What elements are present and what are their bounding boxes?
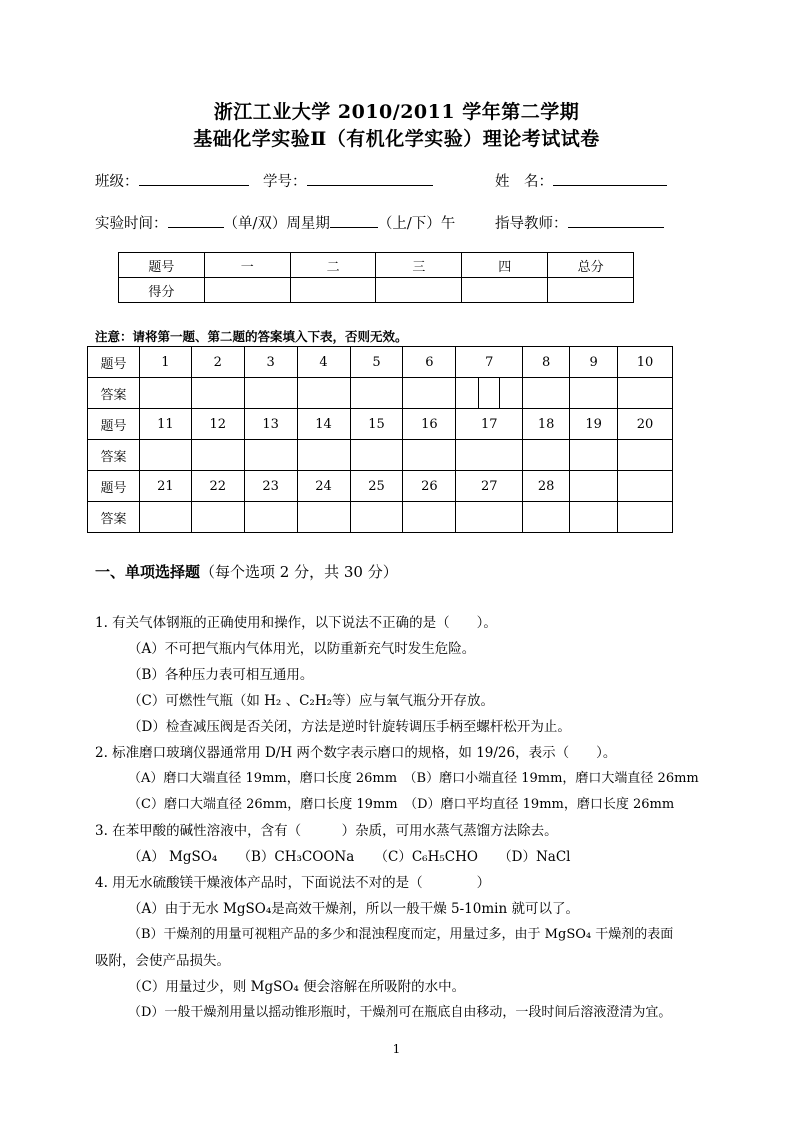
answer-cell[interactable]: [618, 502, 673, 533]
class-field: [95, 170, 249, 191]
score-cell[interactable]: [290, 278, 376, 303]
question-1-option-b: （B）各种压力表可相互通用。: [128, 667, 314, 683]
answer-cell[interactable]: [350, 378, 403, 409]
q-number-cell: 9: [570, 347, 618, 378]
answer-cell[interactable]: [618, 440, 673, 471]
student-id-label: 学号：: [263, 174, 307, 190]
answer-cell[interactable]: [297, 502, 350, 533]
section-heading: [95, 561, 398, 582]
answer-notice: 注意：请将第一题、第二题的答案填入下表，否则无效。: [95, 329, 408, 344]
q-number-cell: 21: [139, 471, 191, 502]
q-label-cell: 题号: [88, 409, 140, 440]
answer-row: [88, 502, 673, 533]
q-number-cell: 27: [456, 471, 523, 502]
q-number-cell: 4: [297, 347, 350, 378]
answer-cell[interactable]: [297, 440, 350, 471]
answer-cell[interactable]: [570, 502, 618, 533]
answer-row: [88, 378, 673, 409]
student-id-blank[interactable]: [307, 171, 433, 186]
answer-cell[interactable]: [570, 378, 618, 409]
student-id-field: [263, 170, 433, 191]
question-1-option-c: （C）可燃性气瓶（如 H₂ 、C₂H₂等）应与氧气瓶分开存放。: [128, 693, 495, 709]
q-number-cell: 18: [523, 409, 570, 440]
answer-cell[interactable]: [523, 440, 570, 471]
class-label: 班级：: [95, 174, 139, 190]
question-1-stem: 1. 有关气体钢瓶的正确使用和操作，以下说法不正确的是（ ）。: [95, 615, 497, 631]
name-label: 姓 名：: [495, 174, 553, 190]
score-header-cell: 三: [376, 253, 462, 278]
q-number-cell: 15: [350, 409, 403, 440]
question-number-row: [88, 471, 673, 502]
score-cell[interactable]: [462, 278, 548, 303]
score-cell[interactable]: [204, 278, 290, 303]
answer-cell[interactable]: [456, 440, 523, 471]
q-number-cell: 11: [139, 409, 191, 440]
q-number-cell: 26: [403, 471, 456, 502]
teacher-blank[interactable]: [568, 213, 664, 228]
score-header-cell: 四: [462, 253, 548, 278]
q-number-cell: 20: [618, 409, 673, 440]
question-3-stem: 3. 在苯甲酸的碱性溶液中，含有（ ）杂质，可用水蒸气蒸馏方法除去。: [95, 823, 558, 839]
q-number-cell: 1: [139, 347, 191, 378]
score-header-cell: 总分: [548, 253, 634, 278]
answer-cell[interactable]: [570, 440, 618, 471]
q-number-cell: 13: [244, 409, 297, 440]
cell-divider: [478, 378, 500, 408]
answer-cell[interactable]: [523, 378, 570, 409]
answer-cell[interactable]: [297, 378, 350, 409]
teacher-field: [495, 212, 664, 233]
q-number-cell: [618, 471, 673, 502]
answer-cell[interactable]: [139, 502, 191, 533]
question-number-row: [88, 347, 673, 378]
name-blank[interactable]: [553, 171, 667, 186]
question-4-option-b-continued: 吸附，会使产品损失。: [95, 953, 230, 969]
weekday-blank[interactable]: [330, 213, 378, 228]
question-number-row: [88, 409, 673, 440]
q-number-cell: [570, 471, 618, 502]
week-type-blank[interactable]: [168, 213, 224, 228]
a-label-cell: 答案: [88, 378, 140, 409]
answer-cell[interactable]: [456, 502, 523, 533]
page-number: 1: [392, 1042, 401, 1056]
class-blank[interactable]: [139, 171, 249, 186]
q-number-cell: 3: [244, 347, 297, 378]
q-number-cell: 19: [570, 409, 618, 440]
question-3-options: （A） MgSO₄ （B）CH₃COONa （C）C₆H₅CHO （D）NaCl: [128, 849, 571, 865]
question-2-options-ab: （A）磨口大端直径 19mm，磨口长度 26mm （B）磨口小端直径 19mm，磨口大端直径 26mm: [128, 771, 699, 786]
answer-cell[interactable]: [244, 502, 297, 533]
answer-cell[interactable]: [350, 440, 403, 471]
answer-row: [88, 440, 673, 471]
q-number-cell: 10: [618, 347, 673, 378]
question-4-option-a: （A）由于无水 MgSO₄是高效干燥剂，所以一般干燥 5-10min 就可以了。: [128, 901, 579, 917]
answer-cell[interactable]: [403, 502, 456, 533]
time-label: 实验时间：: [95, 216, 168, 232]
a-label-cell: 答案: [88, 440, 140, 471]
question-1-option-d: （D）检查减压阀是否关闭，方法是逆时针旋转调压手柄至螺杆松开为止。: [128, 719, 571, 735]
answer-cell[interactable]: [456, 378, 523, 409]
q-label-cell: 题号: [88, 471, 140, 502]
answer-cell[interactable]: [350, 502, 403, 533]
answer-cell[interactable]: [523, 502, 570, 533]
answer-cell[interactable]: [244, 378, 297, 409]
question-1-option-a: （A）不可把气瓶内气体用光，以防重新充气时发生危险。: [128, 641, 476, 657]
score-header-cell: 一: [204, 253, 290, 278]
q-number-cell: 17: [456, 409, 523, 440]
score-row-label: 得分: [119, 278, 205, 303]
score-value-row: [119, 278, 634, 303]
answer-cell[interactable]: [139, 440, 191, 471]
q-number-cell: 22: [191, 471, 244, 502]
answer-table: [87, 346, 673, 533]
q-number-cell: 25: [350, 471, 403, 502]
answer-cell[interactable]: [191, 378, 244, 409]
question-4-stem: 4. 用无水硫酸镁干燥液体产品时，下面说法不对的是（ ）: [95, 875, 491, 891]
answer-cell[interactable]: [191, 440, 244, 471]
answer-cell[interactable]: [139, 378, 191, 409]
score-table: [118, 252, 634, 303]
name-field: [495, 170, 667, 191]
q-number-cell: 14: [297, 409, 350, 440]
q-number-cell: 6: [403, 347, 456, 378]
question-2-options-cd: （C）磨口大端直径 26mm，磨口长度 19mm （D）磨口平均直径 19mm，磨口长度 26mm: [128, 797, 675, 812]
question-2-stem: 2. 标准磨口玻璃仪器通常用 D/H 两个数字表示磨口的规格，如 19/26，表示（ ）。: [95, 745, 617, 761]
teacher-label: 指导教师：: [495, 216, 568, 232]
answer-cell[interactable]: [618, 378, 673, 409]
score-cell[interactable]: [376, 278, 462, 303]
exam-title-line1: 浙江工业大学 2010/2011 学年第二学期: [213, 101, 580, 123]
score-cell[interactable]: [548, 278, 634, 303]
section-note: （每个选项 2 分，共 30 分）: [200, 563, 398, 581]
q-number-cell: 23: [244, 471, 297, 502]
question-4-option-c: （C）用量过少，则 MgSO₄ 便会溶解在所吸附的水中。: [128, 979, 466, 995]
am-pm-label: （上/下）午: [377, 216, 456, 232]
answer-cell[interactable]: [191, 502, 244, 533]
answer-cell[interactable]: [244, 440, 297, 471]
exam-title-line2: 基础化学实验Ⅱ（有机化学实验）理论考试试卷: [193, 128, 600, 150]
q-number-cell: 28: [523, 471, 570, 502]
experiment-time-field: [95, 212, 455, 233]
q-number-cell: 2: [191, 347, 244, 378]
q-number-cell: 7: [456, 347, 523, 378]
score-header-row: [119, 253, 634, 278]
q-number-cell: 8: [523, 347, 570, 378]
q-number-cell: 24: [297, 471, 350, 502]
question-4-option-d: （D）一般干燥剂用量以摇动锥形瓶时，干燥剂可在瓶底自由移动，一段时间后溶液澄清为宜。: [128, 1005, 672, 1020]
score-header-cell: 二: [290, 253, 376, 278]
q-number-cell: 5: [350, 347, 403, 378]
answer-cell[interactable]: [403, 378, 456, 409]
q-number-cell: 16: [403, 409, 456, 440]
q-number-cell: 12: [191, 409, 244, 440]
a-label-cell: 答案: [88, 502, 140, 533]
q-label-cell: 题号: [88, 347, 140, 378]
section-title: 一、单项选择题: [95, 563, 201, 581]
question-4-option-b: （B）干燥剂的用量可视粗产品的多少和混浊程度而定，用量过多，由于 MgSO₄ 干燥剂的表面: [128, 927, 674, 942]
answer-cell[interactable]: [403, 440, 456, 471]
score-header-cell: 题号: [119, 253, 205, 278]
single-double-label: （单/双）周星期: [223, 216, 330, 232]
